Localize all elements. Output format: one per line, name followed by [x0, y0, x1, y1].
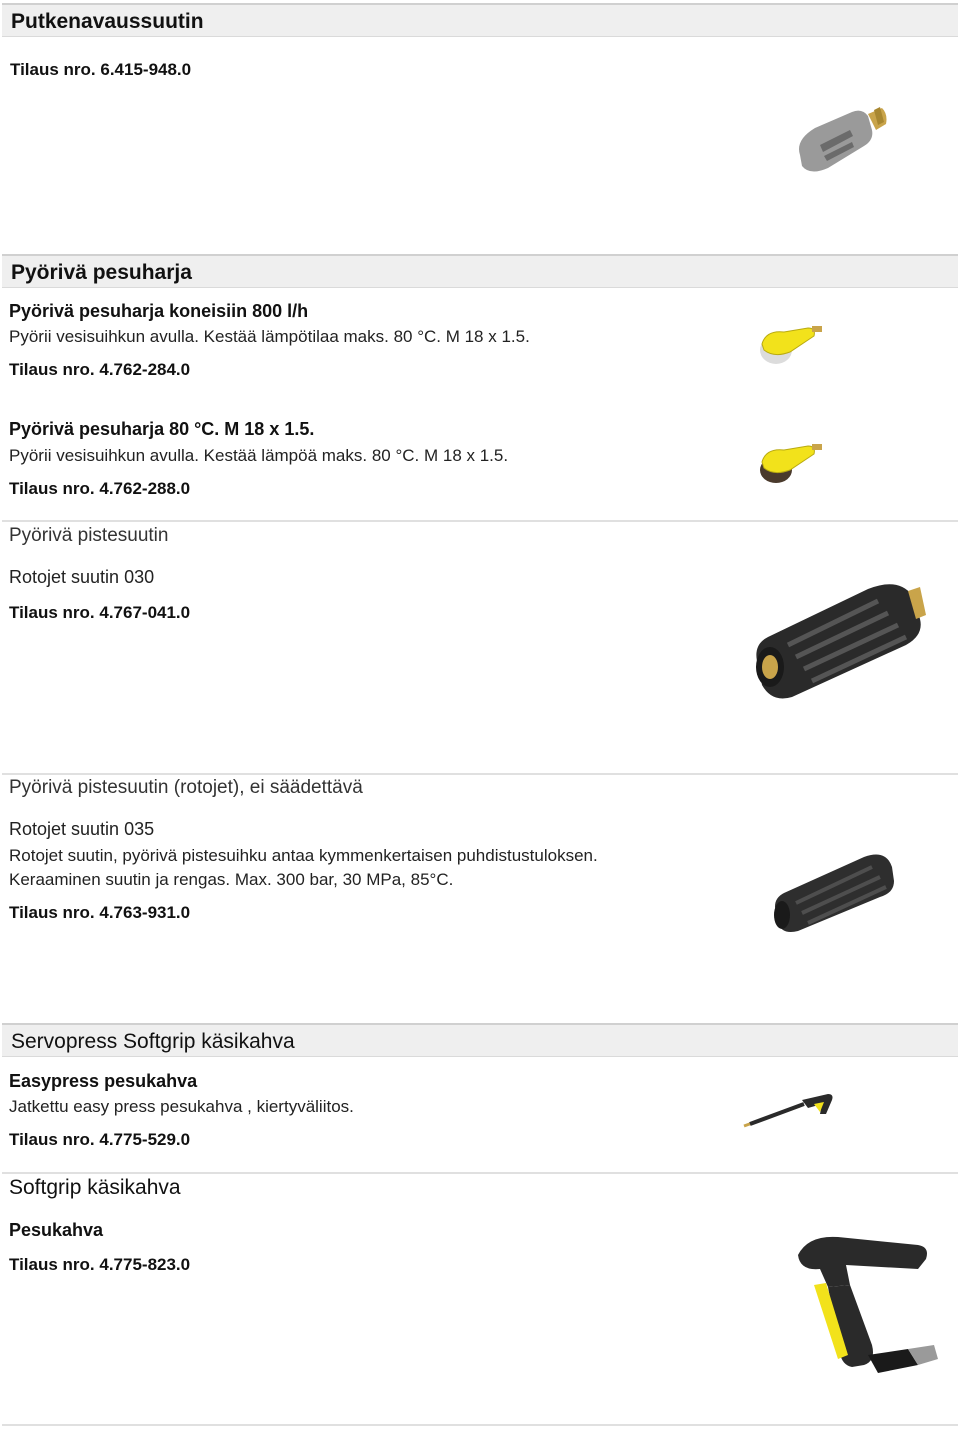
section-title: Pyörivä pistesuutin (rotojet), ei säädettävä: [9, 777, 363, 798]
order-number: Tilaus nro. 4.763-931.0: [9, 903, 191, 922]
rotojet-nozzle-image: [748, 575, 928, 705]
section-header: [2, 254, 958, 288]
order-number: Tilaus nro. 4.762-288.0: [9, 479, 191, 498]
product-title: Rotojet suutin 035: [9, 819, 155, 839]
divider: [2, 1424, 958, 1426]
section-title: Softgrip käsikahva: [9, 1176, 181, 1199]
section-title: Pyörivä pesuharja: [11, 261, 192, 284]
pipe-cleaning-nozzle-image: [790, 100, 900, 190]
product-title: Easypress pesukahva: [9, 1071, 198, 1091]
divider: [2, 1172, 958, 1174]
product-description: Keraaminen suutin ja rengas. Max. 300 bar, 30 MPa, 85°C.: [9, 870, 454, 889]
order-number: Tilaus nro. 4.762-284.0: [9, 360, 191, 379]
product-description: Jatkettu easy press pesukahva , kiertyväliitos.: [9, 1097, 354, 1116]
product-description: Pyörii vesisuihkun avulla. Kestää lämpötilaa maks. 80 °C. M 18 x 1.5.: [9, 327, 530, 346]
spray-gun-image: [768, 1225, 948, 1385]
order-number: Tilaus nro. 4.767-041.0: [9, 603, 191, 622]
section-title: Pyörivä pistesuutin: [9, 525, 169, 546]
product-title: Pesukahva: [9, 1220, 104, 1240]
section-title: Servopress Softgrip käsikahva: [11, 1030, 295, 1053]
rotating-brush-image: [756, 440, 826, 490]
product-description: Pyörii vesisuihkun avulla. Kestää lämpöä maks. 80 °C. M 18 x 1.5.: [9, 446, 509, 465]
order-number: Tilaus nro. 6.415-948.0: [10, 60, 192, 79]
divider: [2, 520, 958, 522]
order-number: Tilaus nro. 4.775-529.0: [9, 1130, 191, 1149]
product-title: Pyörivä pesuharja 80 °C. M 18 x 1.5.: [9, 419, 315, 439]
rotating-brush-image: [756, 322, 826, 372]
order-number: Tilaus nro. 4.775-823.0: [9, 1255, 191, 1274]
rotojet-nozzle-image: [768, 845, 898, 940]
section-header: [2, 3, 958, 37]
spray-gun-image: [740, 1090, 840, 1130]
product-title: Rotojet suutin 030: [9, 567, 155, 587]
product-title: Pyörivä pesuharja koneisiin 800 l/h: [9, 301, 309, 321]
product-description: Rotojet suutin, pyörivä pistesuihku antaa kymmenkertaisen puhdistustuloksen.: [9, 846, 598, 865]
section-header: [2, 1023, 958, 1057]
divider: [2, 773, 958, 775]
section-title: Putkenavaussuutin: [11, 10, 204, 33]
